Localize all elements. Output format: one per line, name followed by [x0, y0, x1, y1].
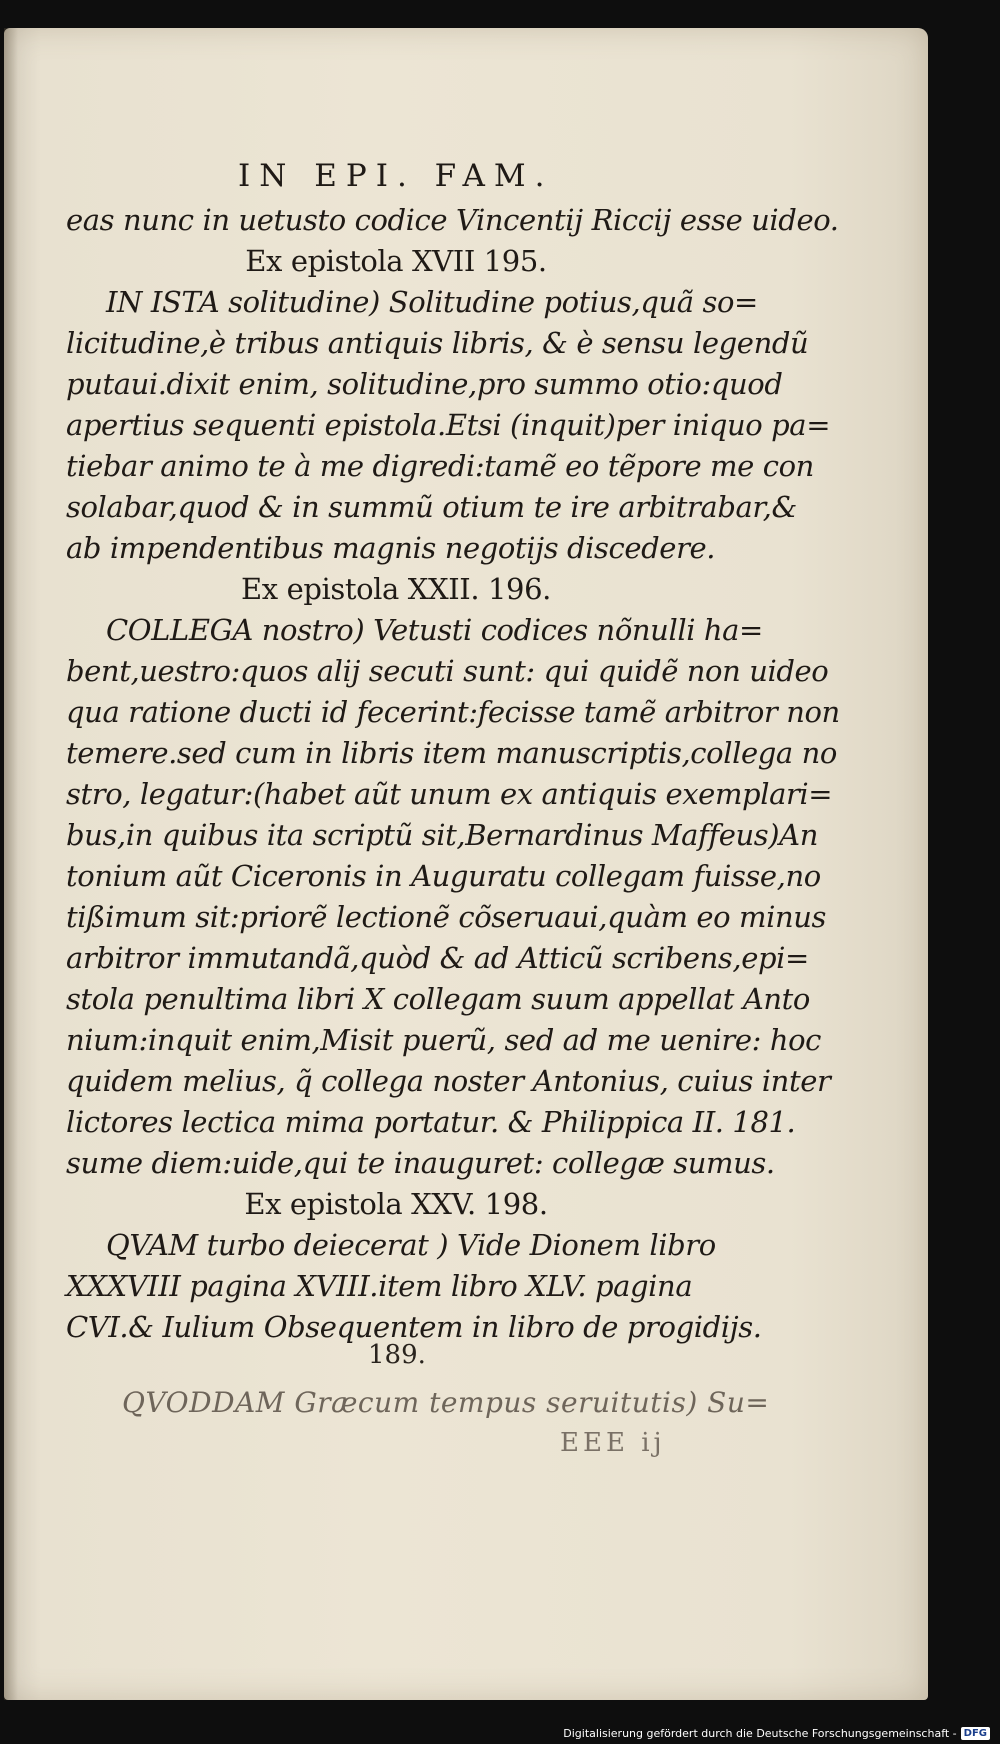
text-line: stro, legatur:(habet aũt unum ex antiquis exemplari=: [66, 777, 833, 811]
text-line: lictores lectica mima portatur. & Philippica II. 181.: [66, 1105, 796, 1139]
text-line: ab impendentibus magnis negotijs discedere.: [66, 531, 716, 565]
text-line: apertius sequenti epistola.Etsi (inquit)per iniquo pa=: [66, 408, 831, 442]
section-heading: Ex epistola XVII 195.: [245, 244, 547, 278]
text-line: eas nunc in uetusto codice Vincentij Riccij esse uideo.: [66, 203, 839, 237]
signature-mark: EEE ij: [560, 1428, 666, 1458]
text-line: IN ISTA solitudine) Solitudine potius,quã so=: [106, 285, 758, 319]
page-number: 189.: [368, 1340, 426, 1370]
text-line: bent,uestro:quos alij secuti sunt: qui quidẽ non uideo: [66, 654, 829, 688]
catchword: QVODDAM Græcum tempus seruitutis) Su=: [122, 1386, 770, 1419]
dfg-logo-icon: DFG: [961, 1727, 990, 1740]
text-line: stola penultima libri X collegam suum appellat Anto: [66, 982, 810, 1016]
text-line: quidem melius, q̃ collega noster Antonius, cuius inter: [66, 1064, 831, 1098]
running-head: IN EPI. FAM.: [238, 158, 554, 194]
section-heading: Ex epistola XXV. 198.: [244, 1187, 548, 1221]
text-line: COLLEGA nostro) Vetusti codices nõnulli ha=: [106, 613, 763, 647]
text-line: tißimum sit:priorẽ lectionẽ cõseruaui,quàm eo minus: [66, 900, 827, 934]
text-line: temere.sed cum in libris item manuscriptis,collega no: [66, 736, 837, 770]
text-line: arbitror immutandã,quòd & ad Atticũ scribens,epi=: [66, 941, 809, 975]
text-line: bus,in quibus ita scriptũ sit,Bernardinus Maffeus)An: [66, 818, 818, 852]
text-line: sume diem:uide,qui te inauguret: collegæ sumus.: [66, 1146, 775, 1180]
text-line: CVI.& Iulium Obsequentem in libro de progidijs.: [66, 1310, 762, 1344]
text-line: tiebar animo te à me digredi:tamẽ eo tẽpore me con: [66, 449, 814, 483]
page-text: [66, 200, 840, 1348]
digitization-footer: [563, 1727, 990, 1740]
text-line: tonium aũt Ciceronis in Auguratu collegam fuisse,no: [66, 859, 821, 893]
text-line: licitudine,è tribus antiquis libris, & è sensu legendũ: [66, 326, 809, 360]
text-line: solabar,quod & in summũ otium te ire arbitrabar,&: [66, 490, 797, 524]
text-line: nium:inquit enim,Misit puerũ, sed ad me uenire: hoc: [66, 1023, 822, 1057]
text-line: XXXVIII pagina XVIII.item libro XLV. pagina: [66, 1269, 693, 1303]
text-line: putaui.dixit enim, solitudine,pro summo otio:quod: [66, 367, 783, 401]
section-heading: Ex epistola XXII. 196.: [241, 572, 551, 606]
text-line: qua ratione ducti id fecerint:fecisse tamẽ arbitror non: [66, 695, 840, 729]
text-line: QVAM turbo deiecerat ) Vide Dionem libro: [106, 1228, 716, 1262]
page-gutter-shadow: [4, 28, 18, 1700]
footer-text: Digitalisierung gefördert durch die Deutsche Forschungsgemeinschaft -: [563, 1727, 957, 1740]
